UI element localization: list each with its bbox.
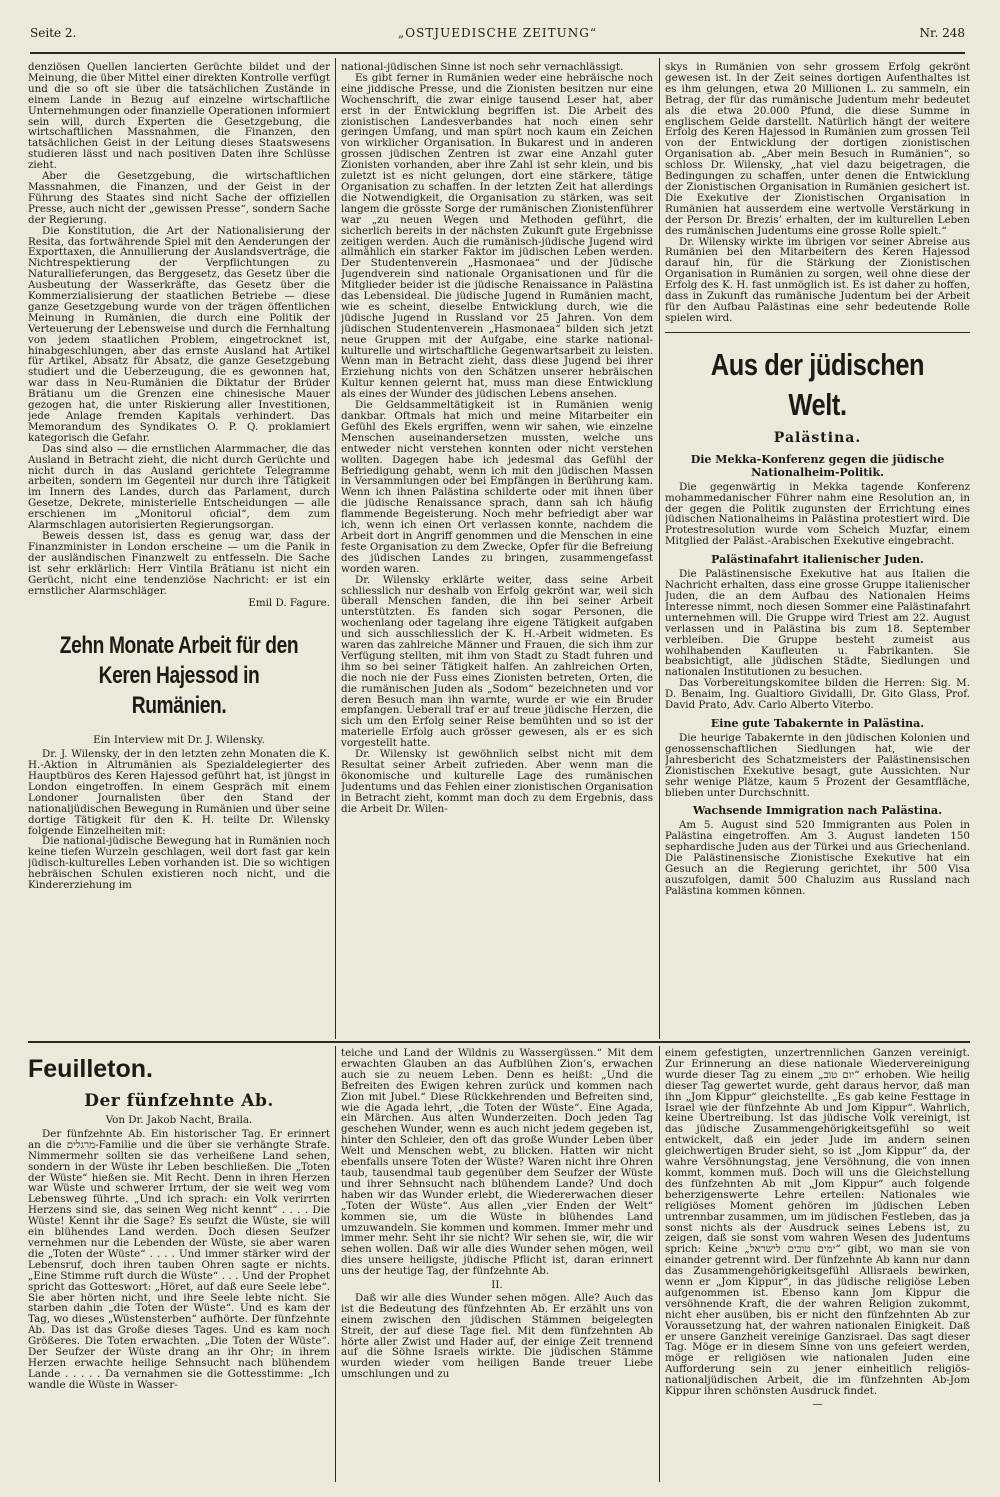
page-header bbox=[30, 26, 965, 46]
news-headline: Wachsende Immigration nach Palästina. bbox=[692, 804, 943, 818]
article-paragraph: denziösen Quellen lancierten Gerüchte bildet und der Meinung, die über Mittel einer direkten Kontrolle verfügt und die so oft sie über die tatsächlichen Zustände in einem Lande in Bezug auf einzelne wirtschaftliche Unternehmungen oder finanzielle Operationen informiert sein will, durch Experten die Gesetzgebung, die wirtschaftlichen Massnahmen, die Finanzen, den tatsächlichen Geist in der Leitung dieses Staatswesens studieren lässt und nach positiven Daten ihre Schlüsse zieht. bbox=[28, 62, 330, 172]
story-paragraph: einem gefestigten, unzertrennlichen Ganzen vereinigt. Zur Erinnerung an diese nationale Wiedervereinigung wurde dieser Tag zu einem „יום טוב“ erhoben. Wie heilig dieser Tag gewertet wurde, geht daraus hervor, daß man ihn „Jom Kippur“ gleichstellte. „Es gab keine Festtage in Israel wie der fünfzehnte Ab und Jom Kippur“. Wahrlich, keine Übertreibung. Ist das jüdische Volk vereinigt, ist das jüdische Zusammengehörigkeitsgefühl so weit entwickelt, daß ein jeder Jude im andern seinen gleichwertigen Bruder sieht, so ist „Jom Kippur“ da, der wahre Versöhnungstag, jene Versöhnung, die von innen kommt, kommen muß. Doch will uns die Gleichstellung des fünfzehnten Ab mit „Jom Kippur“ auch folgende beherzigenswerte Lehre erteilen: Nationales wie religiöses Moment gehören im jüdischen Leben untrennbar zusammen, um im jüdischen Festleben, das ja sonst nichts als der Ausdruck seines Lebens ist, zu zeigen, daß sie sonst vom wahren Wesen des Judentums sprich: Keine „ימים טובים לישראל“ gibt, wo man sie von einander getrennt wird. Der fünfzehnte Ab kann nur dann das Zusammengehörigkeitsgefühl Allisraels bewirken, wenn er „Jom Kippur“, in das jüdische religiöse Leben aufgenommen ist. Ebenso kann Jom Kippur die versöhnende Kraft, die der wahren Religion zukommt, nicht eher ausüben, bis er nicht den fünfzehnten Ab zur Voraussetzung hat, der wahren nationalen Einigkeit. Daß er unsere Ganzheit vereinige Ganzisrael. Das sagt dieser Tag. Möge er in diesem Sinne von uns gefeiert werden, möge er religiösen wie nationalen Juden eine Aufforderung sein zu jener einheitlich religiös-nationaljüdischen Arbeit, die im fünfzehnten Ab-Jom Kippur ihren schönsten Ausdruck findet. bbox=[665, 1048, 970, 1398]
story-paragraph: Daß wir alle dies Wunder sehen mögen. Alle? Auch das ist die Bedeutung des fünfzehnten Ab. Er erzählt uns von einem zwischen den jüdischen Stämmen beigelegten Streit, der auf diese Tage fiel. Mit dem fünfzehnten Ab hörte aller Zwist und Hader auf, der einige Zeit trennend auf die Söhne Israels wirkte. Die jüdischen Stämme wurden wieder vom heiligen Bande treuer Liebe umschlungen und zu bbox=[341, 1291, 653, 1381]
column-3 bbox=[665, 62, 970, 1038]
article-intro: Ein Interview mit Dr. J. Wilensky. bbox=[93, 734, 265, 747]
story-title: Der fünfzehnte Ab. bbox=[84, 1091, 274, 1111]
news-headline: Die Mekka-Konferenz gegen die jüdische Nationalheim-Politik. bbox=[690, 452, 945, 479]
column-divider bbox=[659, 58, 660, 1039]
news-headline: Eine gute Tabakernte in Palästina. bbox=[710, 716, 925, 730]
story-paragraph: Der fünfzehnte Ab. Ein historischer Tag. Er erinnert an die מרגלים-Familie und die über sie verhängte Strafe. Nimmermehr sollten sie das verheißene Land sehen, sondern in der Wüste ihr Leben beschließen. Die „Toten der Wüste“ hießen sie. Mit Recht. Denn in ihren Herzen war Wüste und schwerer Irrtum, der sie weit weg vom Lebensweg führte. „Und ich sprach: ein Volk verirrten Herzens sind sie, das seinen Weg nicht kennt“ . . . . Die Wüste! Kennt ihr die Sage? Es seufzt die Wüste, sie will ein blühendes Land werden. Doch diesen Seufzer vernehmen nur die Lebenden der Wüste, sie aber waren die „Toten der Wüste“ . . . . Und immer stärker wird der Lebensruf, doch ihren tauben Ohren sagte er nichts. „Eine Stimme ruft durch die Wüste“ . . . Und der Prophet spricht das Gotteswort: „Höret, auf daß eure Seele lebe“. Sie aber hörten nicht, und ihre Seele lebte nicht. Sie starben dahin „die Toten der Wüste“. Und es kam der Tag, wo dieses „Wüstensterben“ aufhörte. Der fünfzehnte Ab. Das ist das Große dieses Tages. Und es kam noch Größeres. Die Toten erwachten. „Die Toten der Wüste“. Der Seufzer der Wüste drang an ihr Ohr; in ihrem Herzen erwachte heilige Sehnsucht nach blühendem Lande . . . . . Da vernahmen sie die Gottesstimme: „Ich wandle die Wüste in Wasser- bbox=[28, 1127, 330, 1391]
news-paragraph: Die gegenwärtig in Mekka tagende Konferenz mohammedanischer Führer nahm eine Resolution an, in der gegen die Politik zugunsten der Errichtung eines jüdischen Nationalheims in Palästina protestiert wird. Die Protestresolution wurde vom Scheich Muzfar, einem Mitglied der Paläst.-Arabischen Exekutive eingebracht. bbox=[665, 480, 970, 548]
section-rule bbox=[665, 332, 970, 333]
news-paragraph: Die Palästinensische Exekutive hat aus Italien die Nachricht erhalten, dass eine grosse Gruppe italienischer Juden, die an dem Aufbau des Nationalen Heims Interesse nimmt, noch diesen Sommer eine Palästinafahrt unternehmen will. Die Gruppe wird Triest am 22. August verlassen und in Palästina bis zum 18. September verbleiben. Die Gruppe besteht zumeist aus wohlhabenden Kaufleuten u. Fabrikanten. Sie beabsichtigt, alle jüdischen Städte, Siedlungen und nationalen Institutionen zu besuchen. bbox=[665, 568, 970, 679]
feuilleton-column-2 bbox=[341, 1048, 653, 1486]
article-paragraph: national-jüdischen Sinne ist noch sehr vernachlässigt. bbox=[341, 62, 624, 73]
author-signature: Emil D. Fagure. bbox=[248, 597, 330, 610]
news-headline: Palästinafahrt italienischer Juden. bbox=[711, 553, 924, 567]
header-rule bbox=[30, 52, 965, 54]
end-dash: — bbox=[812, 1398, 823, 1410]
article-paragraph: Dr. Wilensky wirkte im übrigen vor seiner Abreise aus Rumänien bei den Mitarbeitern des Keren Hajessod darauf hin, für die Stärkung der Zionistischen Organisation in Rumänien zu sorgen, weil ohne diese der Erfolg des K. H. fast unmöglich ist. Es ist daher zu hoffen, dass in Zukunft das rumänische Judentum bei der Arbeit für den Aufbau Palästinas eine sehr bedeutende Rolle spielen wird. bbox=[665, 235, 970, 324]
article-paragraph: Die national-jüdische Bewegung hat in Rumänien noch keine tiefen Wurzeln geschlagen, weil dort fast gar kein jüdisch-kulturelles Leben vorhanden ist. Die so wichtigen hebräischen Schulen existieren noch nicht, und die Kindererziehung im bbox=[28, 835, 330, 892]
feuilleton-column-1 bbox=[28, 1046, 330, 1486]
column-divider bbox=[335, 58, 336, 1039]
feuilleton-column-3 bbox=[665, 1048, 970, 1486]
column-divider bbox=[335, 1046, 336, 1482]
issue-number: Nr. 248 bbox=[919, 26, 965, 40]
story-author: Von Dr. Jakob Nacht, Braila. bbox=[105, 1114, 253, 1126]
article-paragraph: Die Geldsammeltätigkeit ist in Rumänien wenig dankbar. Oftmals hat mich und meine Mitarbeiter ein Gefühl des Ekels ergriffen, wenn wir sahen, wie einzelne Menschen auseinandersetzen mussten, welche uns entweder nicht verstehen konnten oder nicht verstehen wollten. Dagegen habe ich jedesmal das Gefühl der Befriedigung gehabt, wenn ich mit den jüdischen Massen in Versammlungen oder bei Empfängen in Berührung kam. Wenn ich ihnen Palästina schilderte oder mit ihnen über die jüdische Renaissance sprach, dann sah ich häufig flammende Begeisterung. Noch mehr befriedigt aber war ich, wenn ich einen Ort verlassen konnte, nachdem die Arbeit dort in Angriff genommen und die Menschen in eine feste Organisation zu dem Zwecke, Opfer für die Befreiung des jüdischen Landes zu bringen, zusammengefasst worden waren. bbox=[341, 399, 653, 575]
article-paragraph: Dr. J. Wilensky, der in den letzten zehn Monaten die K. H.-Aktion in Altrumänien als Spezialdelegierter des Hauptbüros des Keren Hajessod geführt hat, ist jüngst in London eingetroffen. In einem Gespräch mit einem Londoner Journalisten über den Stand der nationaljüdischen Bewegung in Rumänien und über seine dortige Tätigkeit für den K. H. teilte Dr. Wilensky folgende Einzelheiten mit: bbox=[28, 748, 330, 837]
section-numeral: II. bbox=[491, 1279, 503, 1292]
column-2 bbox=[341, 62, 653, 1038]
article-paragraph: Dr. Wilensky erklärte weiter, dass seine Arbeit schliesslich nur deshalb von Erfolg gekrönt war, weil sich überall Menschen fanden, die ihn bei seiner Arbeit unterstützten. Es fanden sich sogar Personen, die wochenlang oder tagelang ihre eigene Tätigkeit aufgaben und sich ausschliesslich der K. H.-Arbeit widmeten. Es waren das zahlreiche Männer und Frauen, die sich ihm zur Verfügung stellten, mit ihm von Stadt zu Stadt fuhren und ihm so bei seiner Tätigkeit halfen. An zahlreichen Orten, die noch nie der Fuss eines Zionisten betreten, Orten, die die rumänischen Juden als „Sodom“ bezeichneten und vor deren Besuch man ihn warnte, wurde er wie ein Bruder empfangen. Ueberall traf er auf treue jüdische Herzen, die sich um den Erfolg seiner Reise bemühten und so ist der materielle Erfolg auch grösser gewesen, als er es sich vorgestellt hatte. bbox=[341, 573, 653, 750]
article-paragraph: Dr. Wilensky ist gewöhnlich selbst nicht mit dem Resultat seiner Arbeit zufrieden. Aber wenn man die ökonomische und kulturelle Lage des rumänischen Judentums und das Fehlen einer zionistischen Organisation in Betracht zieht, kommt man doch zu dem Ergebnis, dass die Arbeit Dr. Wilen- bbox=[341, 748, 653, 815]
newspaper-title: „OSTJUEDISCHE ZEITUNG“ bbox=[398, 26, 597, 40]
article-headline: Zehn Monate Arbeit für den Keren Hajessod in Rumänien. bbox=[59, 632, 299, 720]
news-paragraph: Die heurige Tabakernte in den jüdischen Kolonien und genossenschaftlichen Siedlungen hat, wie der Jahresbericht des Schatzmeisters der Palästinensischen Zionistischen Exekutive besagt, gute Aussichten. Nur sehr wenige Plätze, kaum 5 Prozent der Gesamtfläche, blieben unter Durchschnitt. bbox=[665, 731, 970, 799]
article-paragraph: Die Konstitution, die Art der Nationalisierung der Resita, das fortwährende Spiel mit den Aenderungen der Exporttaxen, die Annullierung der Auslandsverträge, die Nichtrespektierung der Verpflichtungen zu Naturallieferungen, das Berggesetz, das Gesetz über die Ausbeutung der Wasserkräfte, das Gesetz über die Kommerzialisierung der staatlichen Betriebe — diese ganze Gesetzgebung wurde von der trägen öffentlichen Meinung in Rumänien, die durch eine Politik der Verteuerung der Lebensweise und durch die Fernhaltung von jedem staatlichen Problem, eingetrocknet ist, hinabgeschlungen, aber das ernste Ausland hat Artikel für Artikel, Absatz für Absatz, die ganze Gesetzgebung studiert und die Ueberzeugung, die es gewonnen hat, war dass in Neu-Rumänien die Diktatur der Brüder Brătianu um die Grenzen eine chinesische Mauer gezogen hat, die unter Riskierung aller Investitionen, jede Anlage fremden Kapitals verhindert. Das Memorandum des Syndikates O. P. Q. proklamiert kategorisch die Gefahr. bbox=[28, 224, 330, 444]
page-number: Seite 2. bbox=[30, 26, 77, 40]
article-paragraph: Es gibt ferner in Rumänien weder eine hebräische noch eine jiddische Presse, und die Zionisten besitzen nur eine Wochenschrift, die zwar einige tausend Leser hat, aber erst in der Entwicklung begriffen ist. Die Arbeit des zionistischen Landesverbandes hat noch einen sehr geringen Umfang, und man spürt noch kaum ein Zeichen von wirklicher Organisation. In Bukarest und in anderen grossen jüdischen Zentren ist zwar eine Anzahl guter Zionisten vorhanden, aber ihre Zahl ist sehr klein, und bis zuletzt ist es nicht gelungen, dort eine stärkere, tätige Organisation zu schaffen. In der letzten Zeit hat allerdings die Notwendigkeit, die Organisation zu stärken, was seit langem die grösste Sorge der rumänischen Zionistenführer war „zu neuen Wegen und Methoden geführt, die sicherlich bereits in der nächsten Zukunft gute Ergebnisse zeitigen werden. Auch die rumänisch-jüdische Jugend wird allmählich ein starker Faktor im jüdischen Leben werden. Der Studentenverein „Hasmonaea“ und der Jüdische Jugendverein sind nationale Organisationen und für die Mitglieder beider ist die jüdische Renaissance in Palästina das Lebensideal. Die jüdische Jugend in Rumänien macht, wie es scheint, dieselbe Entwicklung durch, wie die jüdische Jugend in Russland vor 25 Jahren. Von dem jüdischen Studentenverein „Hasmonaea“ bilden sich jetzt neue Gruppen mit der Aufgabe, eine starke national-kulturelle und wirtschaftliche Gegenwartsarbeit zu leisten. Wenn man in Betracht zieht, dass diese Jugend bei ihrer Erziehung nichts von den Schätzen unserer hebräischen Kultur kennen gelernt hat, muss man diese Entwicklung als eines der Wunder des jüdischen Lebens ansehen. bbox=[341, 71, 653, 401]
column-1 bbox=[28, 62, 330, 1038]
section-title: Aus der jüdischen Welt. bbox=[710, 346, 925, 422]
news-paragraph: Am 5. August sind 520 Immigranten aus Polen in Palästina eingetroffen. Am 3. August landeten 150 sephardische Juden aus der Türkei und aus Griechenland. Die Palästinensische Zionistische Exekutive hat ein Gesuch an die Regierung gerichtet, ihr 500 Visa auszufolgen, damit 500 Chaluzim aus Russland nach Palästina kommen können. bbox=[665, 819, 970, 897]
story-paragraph: teiche und Land der Wildnis zu Wassergüssen.“ Mit dem erwachten Glauben an das Aufblühen Zion’s, erwachen auch sie zu neuem Leben. Denn es heißt: „Und die Befreiten des Ewigen kehren zurück und kommen nach Zion mit Jubel.“ Diese Rückkehrenden und Befreiten sind, wie die Agada lehrt, „die Toten der Wüste“. Eine Agada, ein Märchen. Aus alten Wunderzeiten. Doch jeden Tag geschehen Wunder, wenn es auch nicht jedem gegeben ist, hinter den Schleier, den oft das große Wunder Leben über Welt und Menschen webt, zu blicken. Hatten wir nicht ebenfalls unsere Toten der Wüste? Waren nicht ihre Ohren taub, tausendmal taub gegenüber dem Seufzer der Wüste und ihrer Sehnsucht nach blühendem Lande? Und doch haben wir das Wunder erlebt, die Wiedererwachen dieser „Toten der Wüste“. Aus allen „vier Enden der Welt“ kommen sie, um die Wüste in blühendes Land umzuwandeln. Sie kommen und kommen. Immer mehr und immer mehr. Seht ihr sie nicht? Wir sehen sie, wir, die wir sehen wollen. Daß wir alle dies Wunder sehen mögen, weil dies unsere heiligste, jüdische Pflicht ist, daran erinnert uns der heutige Tag, der fünfzehnte Ab. bbox=[341, 1048, 653, 1278]
column-divider bbox=[659, 1046, 660, 1482]
article-paragraph: Beweis dessen ist, dass es genug war, dass der Finanzminister in London erscheine — um die Panik in der ausländischen Finanzwelt zu entfesseln. Die Sache ist sehr erklärlich: Herr Vintila Brătianu ist nicht ein Gerücht, nicht eine tendenziöse Nachricht: er ist ein ernstlicher Alarmschläger. bbox=[28, 529, 330, 597]
news-paragraph: Das Vorbereitungskomitee bilden die Herren: Sig. M. D. Benaim, Ing. Gualtioro Gividalli, Dr. Gito Glass, Prof. David Prato, Adv. Carlo Alberto Viterbo. bbox=[665, 677, 970, 712]
feuilleton-rule bbox=[28, 1041, 970, 1043]
article-paragraph: Aber die Gesetzgebung, die wirtschaftlichen Massnahmen, die Finanzen, und der Geist in der Führung des Staates sind nicht Sache der offiziellen Presse, auch nicht der „gewissen Presse“, sondern Sache der Regierung. bbox=[28, 170, 330, 226]
article-paragraph: Das sind also — die ernstlichen Alarmmacher, die das Ausland in Betracht zieht, die nicht durch Gerüchte und nicht durch in das Ausland gerichtete Telegramme arbeiten, sondern im Gegenteil nur durch ihre Tätigkeit im Innern des Landes, durch das Parlament, durch Gesetze, Dekrete, ministerielle Entscheidungen — alle erschienen im „Monitorul oficial“, dem zum Alarmschlagen autorisierten Regierungsorgan. bbox=[28, 442, 330, 532]
region-heading: Palästina. bbox=[773, 429, 862, 446]
article-paragraph: skys in Rumänien von sehr grossem Erfolg gekrönt gewesen ist. In der Zeit seines dortigen Aufenthaltes ist es ihm gelungen, etwa 20 Millionen L. zu sammeln, ein Betrag, der für das rumänische Judentum mehr bedeutet als die etwa 20.000 Pfund, die diese Summe in englischem Gelde darstellt. Natürlich hängt der weitere Erfolg des Keren Hajessod in Rumänien zum grossen Teil von der Entwicklung der dortigen zionistischen Organisation ab. „Aber mein Besuch in Rumänien“, so schloss Dr. Wilensky, „hat viel dazu beigetragen, die Bedingungen zu schaffen, unter denen die Entwicklung der Zionistischen Organisation in Rumänien gesichert ist. Die Exekutive der Zionistischen Organisation in Rumänien hat ausserdem eine wertvolle Verstärkung in der Person Dr. Brezis’ erhalten, der im kulturellen Leben des rumänischen Judentums eine grosse Rolle spielt.“ bbox=[665, 62, 970, 237]
feuilleton-heading: Feuilleton. bbox=[28, 1055, 153, 1083]
